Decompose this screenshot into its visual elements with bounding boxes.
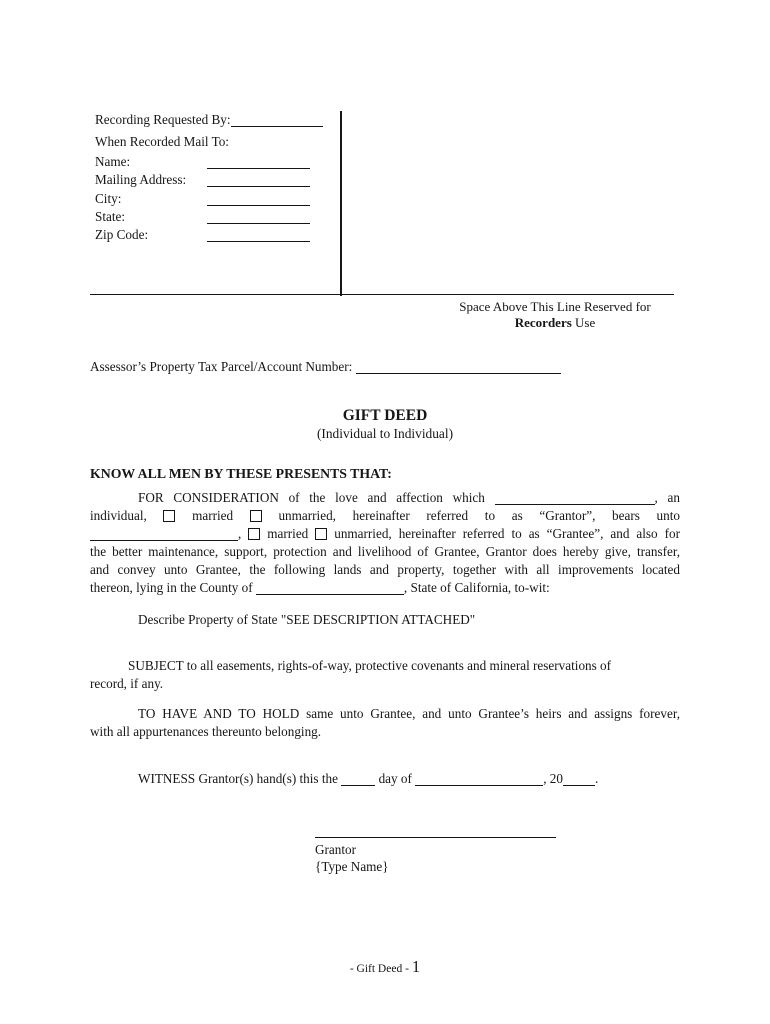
blank-line[interactable]: [563, 772, 595, 786]
recorder-note-bold: Recorders: [514, 314, 572, 330]
paragraph-line: [90, 525, 680, 543]
text-run: , State of California, to-wit:: [403, 580, 550, 595]
checkbox[interactable]: [248, 528, 260, 540]
text-run: individual,: [90, 508, 164, 523]
blank-line[interactable]: [90, 527, 238, 541]
title-block: [0, 407, 770, 442]
text-run: .: [594, 771, 599, 786]
blank-line[interactable]: [256, 581, 404, 595]
blank-line[interactable]: [356, 360, 561, 374]
text-run: unmarried, hereinafter referred to as “Grantor”, bears unto: [261, 508, 680, 523]
know-all-men-heading: KNOW ALL MEN BY THESE PRESENTS THAT:: [90, 466, 392, 481]
describe-property-line: Describe Property of State "SEE DESCRIPTION ATTACHED": [138, 612, 476, 627]
assessor-parcel-line: [90, 359, 561, 375]
consideration-paragraph: [90, 489, 680, 597]
blank-line[interactable]: [415, 772, 543, 786]
recorder-note: [448, 299, 662, 330]
signature-role-label: Grantor: [315, 842, 357, 857]
paragraph-line: [90, 579, 680, 597]
text-run: married: [260, 526, 316, 541]
text-run: married: [175, 508, 250, 523]
recording-field-row: [95, 154, 335, 172]
text-run: , 20: [543, 771, 563, 786]
page-footer: [0, 957, 770, 977]
signature-block: [315, 829, 556, 875]
text-run: the better maintenance, support, protection and livelihood of Grantee, Grantor does hereby give, transfer,: [90, 544, 680, 559]
paragraph-line: [90, 561, 680, 579]
blank-line[interactable]: [207, 155, 310, 169]
recorder-note-rest: Use: [571, 314, 596, 330]
field-label: When Recorded Mail To:: [95, 134, 229, 150]
recording-field-row: [95, 191, 335, 209]
recording-field-row: [95, 134, 335, 152]
field-label: Zip Code:: [95, 227, 149, 243]
assessor-label: Assessor’s Property Tax Parcel/Account Number:: [90, 359, 356, 374]
text-run: FOR CONSIDERATION of the love and affection which: [138, 490, 495, 505]
to-have-and-hold-paragraph: [90, 705, 680, 741]
field-label: City:: [95, 190, 122, 206]
subject-paragraph: [90, 657, 680, 693]
reserved-space-rule: [90, 294, 674, 295]
footer-label: - Gift Deed -: [349, 963, 409, 975]
recorder-note-line2: [448, 315, 662, 331]
blank-line[interactable]: [207, 210, 310, 224]
blank-line[interactable]: [231, 113, 323, 127]
field-label: State:: [95, 208, 126, 224]
blank-line[interactable]: [207, 228, 310, 242]
text-run: , an: [654, 490, 680, 505]
signature-line[interactable]: [315, 829, 556, 838]
checkbox[interactable]: [250, 510, 262, 522]
paragraph-line: [90, 543, 680, 561]
recording-field-row: [95, 209, 335, 227]
field-label: Recording Requested By:: [95, 112, 231, 127]
paragraph-line: [90, 489, 680, 507]
signature-type-name-placeholder: {Type Name}: [315, 859, 389, 874]
recorder-note-line1: Space Above This Line Reserved for: [459, 299, 651, 314]
recording-block: [95, 112, 335, 246]
blank-line[interactable]: [207, 192, 310, 206]
vertical-divider-line: [340, 111, 342, 296]
text-run: ,: [238, 526, 249, 541]
footer-page-number: 1: [411, 957, 421, 976]
checkbox[interactable]: [315, 528, 327, 540]
text-run: and convey unto Grantee, the following lands and property, together with all improvements located: [90, 562, 680, 577]
paragraph-line: TO HAVE AND TO HOLD same unto Grantee, and unto Grantee’s heirs and assigns forever,: [138, 706, 680, 721]
checkbox[interactable]: [163, 510, 175, 522]
recording-field-row: [95, 112, 335, 130]
field-label: Mailing Address:: [95, 172, 187, 188]
recording-field-row: [95, 227, 335, 245]
text-run: thereon, lying in the County of: [90, 580, 256, 595]
document-subtitle: (Individual to Individual): [316, 426, 454, 441]
text-run: unmarried, hereinafter referred to as “Grantee”, and also for: [327, 526, 680, 541]
text-run: WITNESS Grantor(s) hand(s) this the: [138, 771, 342, 786]
text-run: day of: [375, 771, 416, 786]
paragraph-line: SUBJECT to all easements, rights-of-way, protective covenants and mineral reservations of: [128, 658, 612, 673]
document-title: GIFT DEED: [342, 407, 428, 424]
witness-line: [90, 771, 702, 787]
paragraph-line: record, if any.: [90, 676, 164, 691]
paragraph-line: [90, 507, 680, 525]
blank-line[interactable]: [207, 173, 310, 187]
recording-field-row: [95, 172, 335, 190]
paragraph-line: with all appurtenances thereunto belonging.: [90, 724, 322, 739]
blank-line[interactable]: [495, 491, 655, 505]
field-label: Name:: [95, 153, 131, 169]
blank-line[interactable]: [341, 772, 375, 786]
